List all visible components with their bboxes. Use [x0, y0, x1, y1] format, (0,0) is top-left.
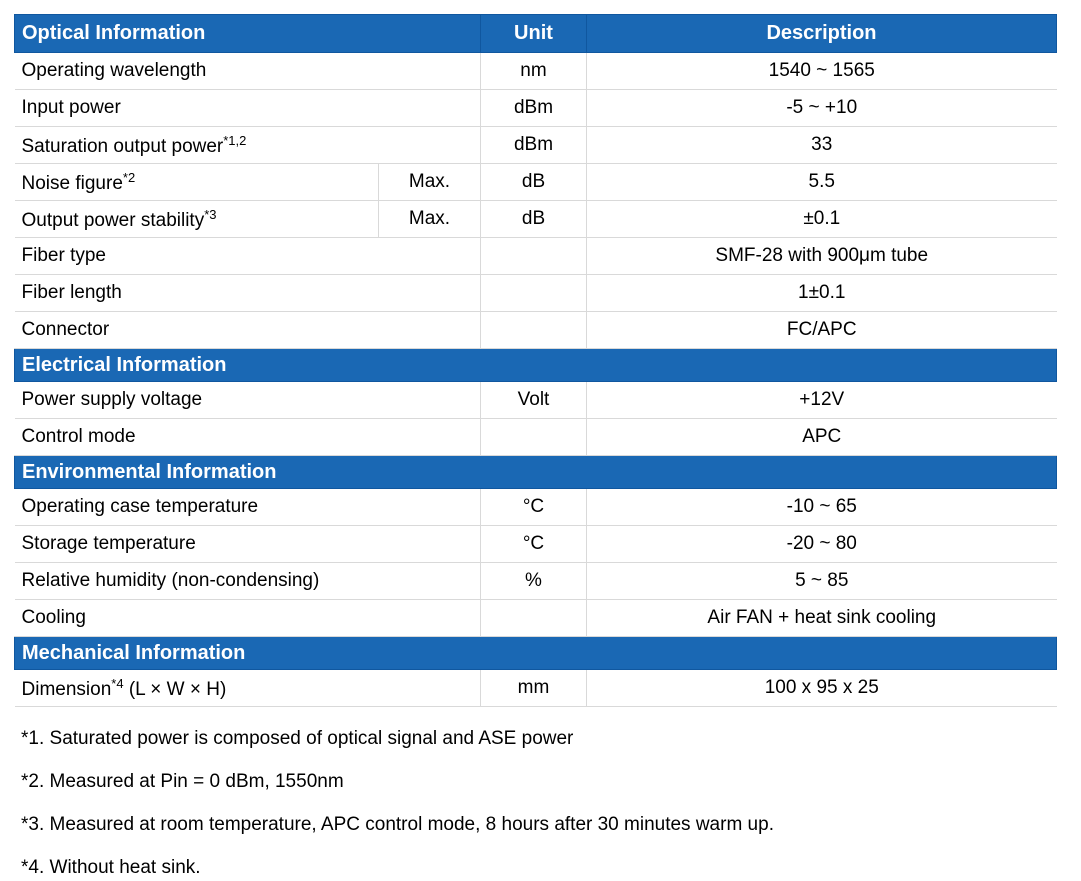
row-unit: mm: [481, 670, 587, 707]
row-value: 100 x 95 x 25: [587, 670, 1057, 707]
section-header-row: [15, 637, 1057, 670]
row-label: Fiber length: [15, 275, 481, 312]
row-label: Noise figure$^{*2}$: [15, 164, 379, 201]
spec-row: [15, 127, 1057, 164]
spec-row: [15, 90, 1057, 127]
section-title: Environmental Information: [15, 456, 1057, 489]
row-unit: dBm: [481, 127, 587, 164]
spec-row: [15, 275, 1057, 312]
section-header-row: [15, 456, 1057, 489]
row-unit: °C: [481, 526, 587, 563]
spec-row: [15, 312, 1057, 349]
spec-row: [15, 526, 1057, 563]
row-label: Operating case temperature: [15, 489, 481, 526]
row-value: +12V: [587, 382, 1057, 419]
footnotes: [14, 729, 1081, 877]
spec-row: [15, 238, 1057, 275]
row-unit: %: [481, 563, 587, 600]
row-label: Storage temperature: [15, 526, 481, 563]
unit-column-header: Unit: [481, 15, 587, 53]
row-value: -20 ~ 80: [587, 526, 1057, 563]
row-value: Air FAN + heat sink cooling: [587, 600, 1057, 637]
section-title: Electrical Information: [15, 349, 1057, 382]
row-value: 5 ~ 85: [587, 563, 1057, 600]
row-unit: nm: [481, 53, 587, 90]
row-value: APC: [587, 419, 1057, 456]
row-value: 33: [587, 127, 1057, 164]
table-header-row: [15, 15, 1057, 53]
row-label: Output power stability$^{*3}$: [15, 201, 379, 238]
row-unit: Volt: [481, 382, 587, 419]
footnote: *3. Measured at room temperature, APC control mode, 8 hours after 30 minutes warm up.: [21, 814, 774, 835]
section-title-optical: Optical Information: [15, 15, 481, 53]
row-unit: °C: [481, 489, 587, 526]
row-unit: dBm: [481, 90, 587, 127]
row-unit: [481, 419, 587, 456]
row-unit: [481, 312, 587, 349]
footnote: *1. Saturated power is composed of optical signal and ASE power: [21, 728, 574, 749]
row-label: Saturation output power$^{*1,2}$: [15, 127, 481, 164]
row-label: Connector: [15, 312, 481, 349]
row-unit: [481, 238, 587, 275]
spec-row: [15, 164, 1057, 201]
spec-row: [15, 53, 1057, 90]
spec-row: [15, 563, 1057, 600]
footnote-marker: *2: [122, 169, 136, 185]
row-value: 5.5: [587, 164, 1057, 201]
spec-table: [14, 14, 1057, 707]
row-label: Input power: [15, 90, 481, 127]
row-label: Dimension$^{*4}$ (L × W × H): [15, 670, 481, 707]
row-value: FC/APC: [587, 312, 1057, 349]
row-qualifier: Max.: [379, 164, 481, 201]
description-column-header: Description: [587, 15, 1057, 53]
footnote: *4. Without heat sink.: [21, 857, 201, 878]
footnote: *2. Measured at Pin = 0 dBm, 1550nm: [21, 771, 344, 792]
row-unit: [481, 275, 587, 312]
row-label: Fiber type: [15, 238, 481, 275]
row-qualifier: Max.: [379, 201, 481, 238]
row-label: Power supply voltage: [15, 382, 481, 419]
footnote-marker: *4: [111, 675, 124, 691]
footnote-marker: *1,2: [223, 132, 247, 148]
row-value: ±0.1: [587, 201, 1057, 238]
section-header-row: [15, 349, 1057, 382]
spec-row: [15, 419, 1057, 456]
footnote-marker: *3: [204, 206, 217, 222]
spec-row: [15, 382, 1057, 419]
spec-row: [15, 201, 1057, 238]
spec-row: [15, 489, 1057, 526]
row-label: Cooling: [15, 600, 481, 637]
spec-row: [15, 670, 1057, 707]
spec-row: [15, 600, 1057, 637]
row-unit: dB: [481, 201, 587, 238]
row-label: Relative humidity (non-condensing): [15, 563, 481, 600]
row-unit: [481, 600, 587, 637]
row-unit: dB: [481, 164, 587, 201]
section-title: Mechanical Information: [15, 637, 1057, 670]
row-value: SMF-28 with 900μm tube: [587, 238, 1057, 275]
row-value: 1540 ~ 1565: [587, 53, 1057, 90]
spec-table-body: [15, 53, 1057, 707]
row-label: Operating wavelength: [15, 53, 481, 90]
row-value: 1±0.1: [587, 275, 1057, 312]
row-label: Control mode: [15, 419, 481, 456]
row-value: -5 ~ +10: [587, 90, 1057, 127]
row-value: -10 ~ 65: [587, 489, 1057, 526]
